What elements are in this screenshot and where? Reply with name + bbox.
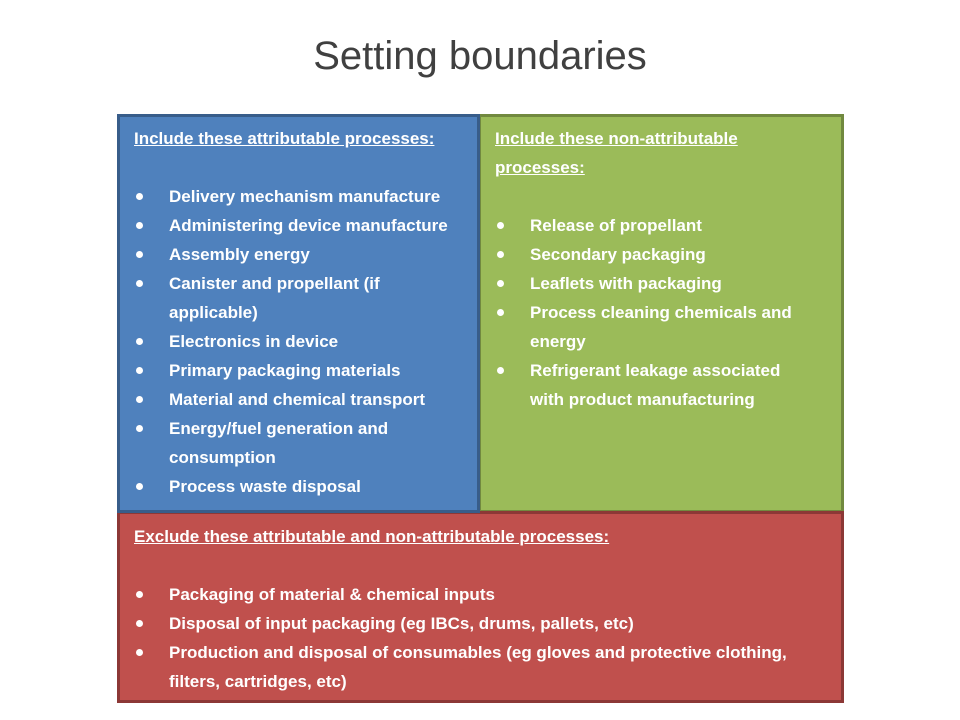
list-item bbox=[134, 240, 467, 269]
list-item bbox=[134, 356, 467, 385]
bullet-icon bbox=[136, 280, 143, 287]
list-item-text: Production and disposal of consumables (eg gloves and protective clothing, filters, cartridges, etc) bbox=[169, 643, 787, 691]
list-item-text: Disposal of input packaging (eg IBCs, drums, pallets, etc) bbox=[169, 614, 634, 633]
bullet-icon bbox=[497, 280, 504, 287]
list-item bbox=[134, 182, 467, 211]
list-item-text: Process waste disposal bbox=[169, 477, 361, 496]
list-item bbox=[495, 269, 831, 298]
list-item bbox=[495, 298, 831, 356]
bullet-icon bbox=[136, 425, 143, 432]
bullet-icon bbox=[136, 251, 143, 258]
list-item bbox=[134, 211, 467, 240]
list-item-text: Secondary packaging bbox=[530, 245, 706, 264]
bullet-icon bbox=[136, 620, 143, 627]
list-item-text: Leaflets with packaging bbox=[530, 274, 722, 293]
bullet-icon bbox=[136, 591, 143, 598]
include-non-attributable-panel bbox=[478, 114, 844, 513]
include-non-attributable-list bbox=[495, 211, 831, 414]
include-attributable-heading: Include these attributable processes: bbox=[134, 129, 435, 148]
include-attributable-list bbox=[134, 182, 467, 501]
list-item-text: Process cleaning chemicals and energy bbox=[530, 303, 792, 351]
include-attributable-panel bbox=[117, 114, 480, 513]
bullet-icon bbox=[136, 396, 143, 403]
bullet-icon bbox=[497, 309, 504, 316]
list-item bbox=[134, 580, 831, 609]
list-item-text: Release of propellant bbox=[530, 216, 702, 235]
list-item bbox=[134, 414, 467, 472]
bullet-icon bbox=[136, 367, 143, 374]
list-item bbox=[134, 609, 831, 638]
list-item-text: Energy/fuel generation and consumption bbox=[169, 419, 389, 467]
bullet-icon bbox=[136, 193, 143, 200]
list-item bbox=[134, 638, 831, 696]
slide-title: Setting boundaries bbox=[313, 34, 647, 78]
list-item bbox=[134, 269, 467, 327]
exclude-panel bbox=[117, 511, 844, 703]
bullet-icon bbox=[136, 649, 143, 656]
list-item-text: Administering device manufacture bbox=[169, 216, 448, 235]
exclude-list bbox=[134, 580, 831, 696]
list-item bbox=[134, 327, 467, 356]
list-item-text: Assembly energy bbox=[169, 245, 310, 264]
list-item bbox=[495, 211, 831, 240]
list-item-text: Packaging of material & chemical inputs bbox=[169, 585, 495, 604]
bullet-icon bbox=[136, 483, 143, 490]
list-item-text: Electronics in device bbox=[169, 332, 339, 351]
bullet-icon bbox=[136, 222, 143, 229]
include-non-attributable-heading: Include these non-attributable processes: bbox=[495, 129, 738, 177]
list-item-text: Refrigerant leakage associated with product manufacturing bbox=[530, 361, 781, 409]
list-item bbox=[495, 356, 831, 414]
list-item-text: Primary packaging materials bbox=[169, 361, 401, 380]
list-item-text: Delivery mechanism manufacture bbox=[169, 187, 441, 206]
bullet-icon bbox=[136, 338, 143, 345]
list-item bbox=[495, 240, 831, 269]
bullet-icon bbox=[497, 222, 504, 229]
bullet-icon bbox=[497, 251, 504, 258]
exclude-heading: Exclude these attributable and non-attributable processes: bbox=[134, 527, 610, 546]
list-item-text: Canister and propellant (if applicable) bbox=[169, 274, 380, 322]
bullet-icon bbox=[497, 367, 504, 374]
list-item-text: Material and chemical transport bbox=[169, 390, 426, 409]
list-item bbox=[134, 472, 467, 501]
list-item bbox=[134, 385, 467, 414]
